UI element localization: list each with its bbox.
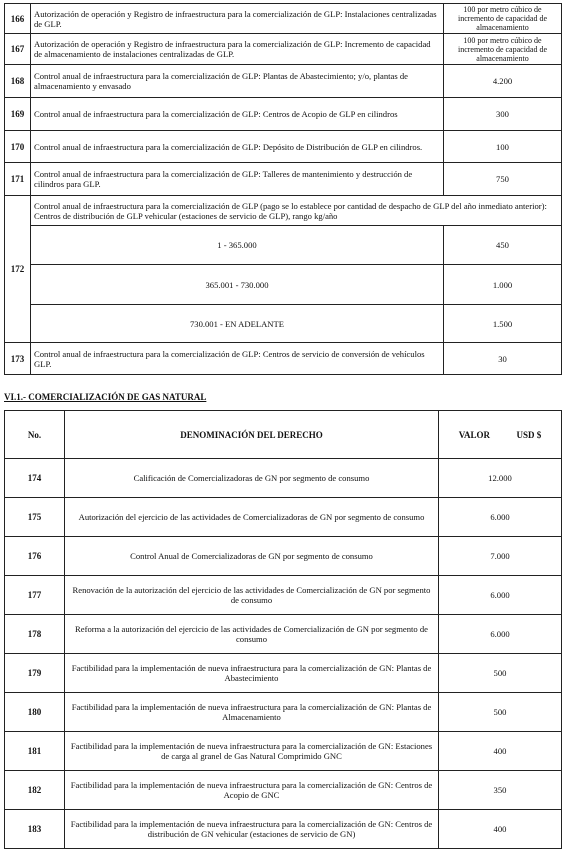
row-value: 6.000 [439, 498, 562, 537]
row-description: Autorización del ejercicio de las actividades de Comercializadoras de GN por segmento de consumo [65, 498, 439, 537]
range-row [5, 265, 562, 305]
row-number: 176 [5, 537, 65, 576]
row-value: 100 [444, 131, 562, 163]
table-row [5, 98, 562, 131]
table-row [5, 537, 562, 576]
row-number: 180 [5, 693, 65, 732]
row-number: 181 [5, 732, 65, 771]
table-row [5, 131, 562, 163]
row-value: 500 [439, 654, 562, 693]
row-description: Autorización de operación y Registro de infraestructura para la comercialización de GLP: Instalaciones centralizadas de GLP. [31, 4, 444, 34]
row-description: Control anual de infraestructura para la comercialización de GLP: Centros de servicio de conversión de vehículos GLP. [31, 343, 444, 375]
row-value: 12.000 [439, 459, 562, 498]
row-number: 174 [5, 459, 65, 498]
row-number: 175 [5, 498, 65, 537]
range-label: 365.001 - 730.000 [31, 265, 444, 305]
row-number: 182 [5, 771, 65, 810]
row-description: Renovación de la autorización del ejercicio de las actividades de Comercialización de GN por segmento de consumo [65, 576, 439, 615]
row-number: 183 [5, 810, 65, 849]
table-row [5, 65, 562, 98]
header-valor [439, 411, 562, 459]
row-value: 300 [444, 98, 562, 131]
table-row [5, 693, 562, 732]
row-value: 350 [439, 771, 562, 810]
row-description: Factibilidad para la implementación de nueva infraestructura para la comercialización de GN: Plantas de Almacenamiento [65, 693, 439, 732]
row-value: 100 por metro cúbico de incremento de capacidad de almacenamiento [444, 4, 562, 34]
table-header-row [5, 411, 562, 459]
row-number: 169 [5, 98, 31, 131]
gn-fees-table [4, 410, 562, 849]
row-description: Control anual de infraestructura para la comercialización de GLP: Depósito de Distribución de GLP en cilindros. [31, 131, 444, 163]
row-number: 173 [5, 343, 31, 375]
section-title: VI.1.- COMERCIALIZACIÓN DE GAS NATURAL [4, 392, 207, 402]
row-value: 6.000 [439, 615, 562, 654]
table-row [5, 196, 562, 226]
row-description: Calificación de Comercializadoras de GN por segmento de consumo [65, 459, 439, 498]
row-value: 750 [444, 163, 562, 196]
table-row [5, 576, 562, 615]
row-number: 170 [5, 131, 31, 163]
header-valor-label: VALOR [458, 429, 491, 440]
range-row [5, 305, 562, 343]
table-row [5, 654, 562, 693]
table-row [5, 163, 562, 196]
row-number: 168 [5, 65, 31, 98]
header-denominacion: DENOMINACIÓN DEL DERECHO [65, 411, 439, 459]
row-description: Autorización de operación y Registro de infraestructura para la comercialización de GLP: Incremento de capacidad de almacenamiento de instalaciones centralizadas de GLP. [31, 34, 444, 65]
row-value: 7.000 [439, 537, 562, 576]
row-value: 400 [439, 810, 562, 849]
row-number: 166 [5, 4, 31, 34]
range-value: 1.500 [444, 305, 562, 343]
range-value: 450 [444, 226, 562, 265]
row-description: Factibilidad para la implementación de nueva infraestructura para la comercialización de GN: Plantas de Abastecimiento [65, 654, 439, 693]
table-row [5, 34, 562, 65]
table-row [5, 4, 562, 34]
row-description: Control anual de infraestructura para la comercialización de GLP: Centros de Acopio de GLP en cilindros [31, 98, 444, 131]
table-row [5, 732, 562, 771]
row-value: 4.200 [444, 65, 562, 98]
table-row [5, 615, 562, 654]
row-value: 500 [439, 693, 562, 732]
row-description: Control anual de infraestructura para la comercialización de GLP: Plantas de Abastecimiento; y/o, plantas de almacenamiento y envasado [31, 65, 444, 98]
table-row [5, 459, 562, 498]
row-value: 400 [439, 732, 562, 771]
table-row [5, 498, 562, 537]
row-number: 172 [5, 196, 31, 343]
row-description: Reforma a la autorización del ejercicio de las actividades de Comercialización de GN por segmento de consumo [65, 615, 439, 654]
row-number: 171 [5, 163, 31, 196]
row-description: Factibilidad para la implementación de nueva infraestructura para la comercialización de GN: Centros de distribución de GN vehicular (estaciones de servicio de GN) [65, 810, 439, 849]
row-description: Control anual de infraestructura para la comercialización de GLP: Talleres de mantenimiento y destrucción de cilindros para GLP. [31, 163, 444, 196]
range-value: 1.000 [444, 265, 562, 305]
row-number: 179 [5, 654, 65, 693]
row-description: Factibilidad para la implementación de nueva infraestructura para la comercialización de GN: Estaciones de carga al granel de Gas Natural Comprimido GNC [65, 732, 439, 771]
header-no: No. [5, 411, 65, 459]
table-row [5, 810, 562, 849]
glp-fees-table [4, 3, 562, 375]
row-description: Control anual de infraestructura para la comercialización de GLP (pago se lo establece por cantidad de despacho de GLP del año inmediato anterior): Centros de distribución de GLP vehicular (estaciones de servicio de GLP), rango kg/año [31, 196, 562, 226]
row-number: 177 [5, 576, 65, 615]
table-row [5, 343, 562, 375]
table-row [5, 771, 562, 810]
row-number: 178 [5, 615, 65, 654]
header-usd-label: USD $ [516, 429, 542, 440]
row-description: Control Anual de Comercializadoras de GN por segmento de consumo [65, 537, 439, 576]
row-value: 100 por metro cúbico de incremento de capacidad de almacenamiento [444, 34, 562, 65]
range-row [5, 226, 562, 265]
range-label: 730.001 - EN ADELANTE [31, 305, 444, 343]
row-description: Factibilidad para la implementación de nueva infraestructura para la comercialización de GN: Centros de Acopio de GNC [65, 771, 439, 810]
range-label: 1 - 365.000 [31, 226, 444, 265]
row-number: 167 [5, 34, 31, 65]
row-value: 30 [444, 343, 562, 375]
row-value: 6.000 [439, 576, 562, 615]
